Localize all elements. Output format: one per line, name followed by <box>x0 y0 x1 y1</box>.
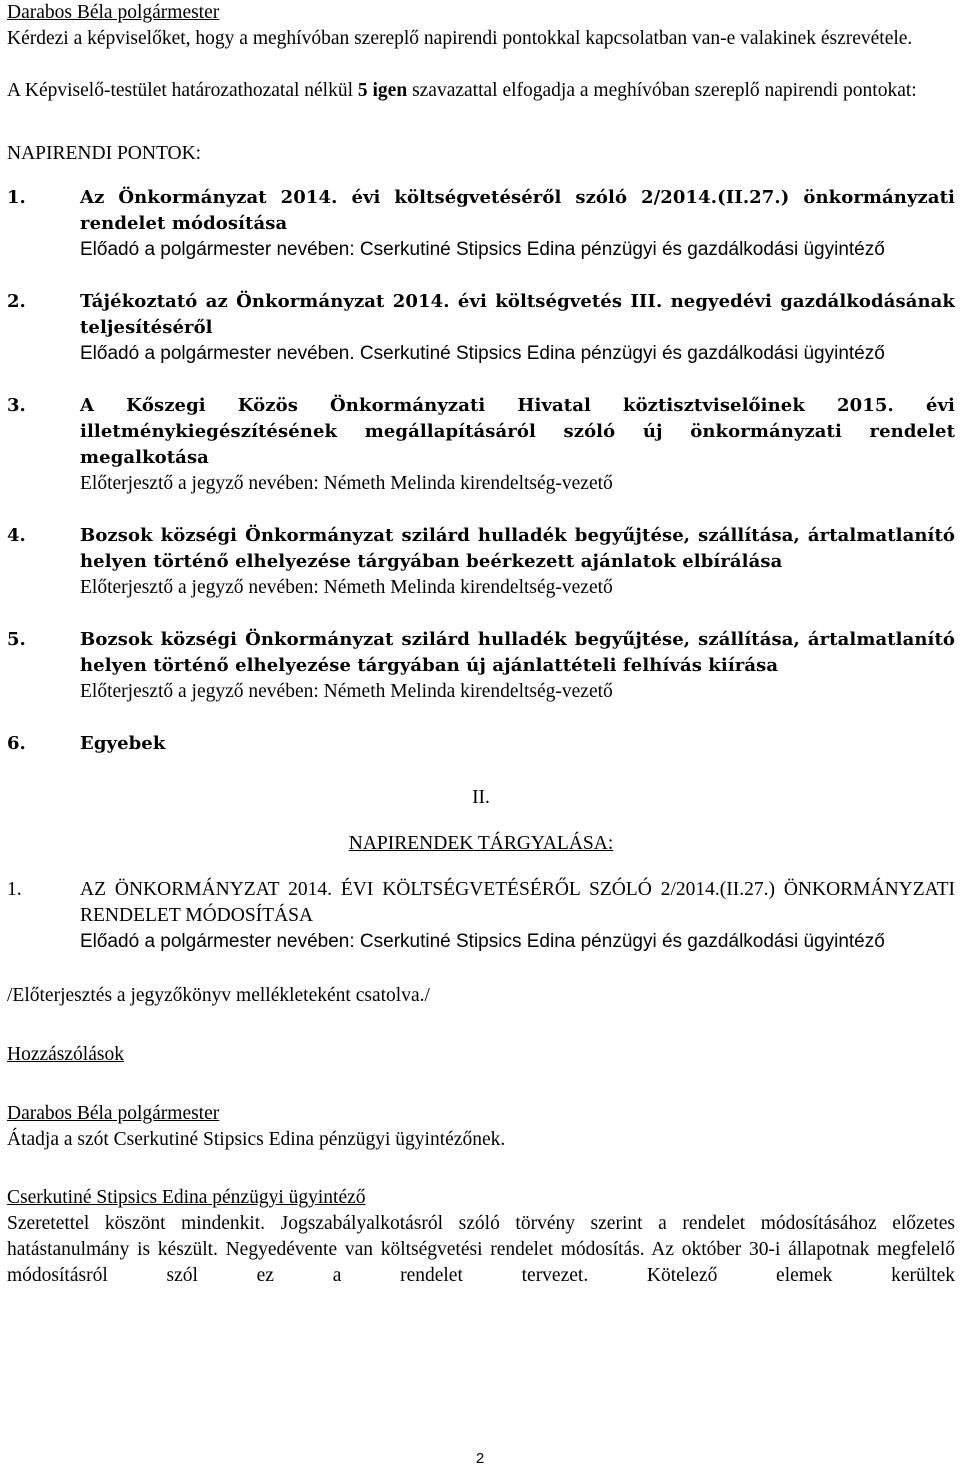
agenda-item-3 <box>7 393 955 497</box>
agenda-item-number: 4. <box>7 525 26 546</box>
speech-text: Kérdezi a képviselőket, hogy a meghívóban szereplő napirendi pontokkal kapcsolatban van-e valakinek észrevétele. <box>7 28 913 49</box>
agenda-item-title: Bozsok községi Önkormányzat szilárd hulladék begyűjtése, szállítása, ártalmatlanító helyen történő elhelyezése tárgyában új ajánlattételi felhívás kiírása <box>80 629 955 676</box>
agenda-item-title: Tájékoztató az Önkormányzat 2014. évi költségvetés III. negyedévi gazdálkodásának teljesítéséről <box>80 291 955 338</box>
agenda-heading: NAPIRENDI PONTOK: <box>7 143 202 164</box>
agenda-item-number: 6. <box>7 733 26 754</box>
speech-text: Szeretettel köszönt mindenkit. Jogszabályalkotásról szóló törvény szerint a rendelet módosításához előzetes hatástanulmány is készült. Negyedévente van költségvetési rendelet módosítás. Az október 30-i állapotnak megfelelő módosításról szól ez a rendelet tervezet. Kötelező elemek kerültek <box>7 1213 955 1286</box>
vote-paragraph <box>7 78 955 104</box>
agenda-item-presenter: Előadó a polgármester nevében: Cserkutiné Stipsics Edina pénzügyi és gazdálkodási ügyintéző <box>80 239 885 260</box>
agenda-item-presenter: Előadó a polgármester nevében. Cserkutiné Stipsics Edina pénzügyi és gazdálkodási ügyintéző <box>80 343 885 364</box>
agenda-item-number: 3. <box>7 395 26 416</box>
page-number: 2 <box>475 1450 485 1467</box>
discussion-item-number: 1. <box>7 879 22 900</box>
vote-count: 5 igen <box>357 80 408 101</box>
discussion-item-1 <box>7 877 955 955</box>
agenda-item-presenter: Előterjesztő a jegyző nevében: Németh Melinda kirendeltség-vezető <box>80 577 613 598</box>
agenda-item-title: A Kőszegi Közös Önkormányzati Hivatal köztisztviselőinek 2015. évi illetménykiegészítésének megállapításáról szóló új önkormányzati rendelet megalkotása <box>80 395 955 468</box>
section-heading: NAPIRENDEK TÁRGYALÁSA: <box>348 833 614 854</box>
attachment-note: /Előterjesztés a jegyzőkönyv mellékleteként csatolva./ <box>7 985 430 1006</box>
agenda-item-5 <box>7 627 955 705</box>
agenda-item-title: Bozsok községi Önkormányzat szilárd hulladék begyűjtése, szállítása, ártalmatlanító helyen történő elhelyezése tárgyában beérkezett ajánlatok elbírálása <box>80 525 955 572</box>
agenda-item-6 <box>7 731 955 757</box>
agenda-list <box>7 185 955 757</box>
agenda-item-title: Egyebek <box>80 733 166 754</box>
comments-heading: Hozzászólások <box>7 1044 124 1065</box>
speech-text: Átadja a szót Cserkutiné Stipsics Edina pénzügyi ügyintézőnek. <box>7 1129 506 1150</box>
agenda-item-4 <box>7 523 955 601</box>
agenda-item-number: 5. <box>7 629 26 650</box>
discussion-list <box>7 877 955 955</box>
discussion-item-title: AZ ÖNKORMÁNYZAT 2014. ÉVI KÖLTSÉGVETÉSÉRŐL SZÓLÓ 2/2014.(II.27.) ÖNKORMÁNYZATI RENDELET MÓDOSÍTÁSA <box>80 879 955 926</box>
agenda-item-1 <box>7 185 955 263</box>
section-roman-numeral: II. <box>472 787 490 808</box>
vote-text-post: szavazattal elfogadja a meghívóban szereplő napirendi pontokat: <box>412 80 917 101</box>
document-page <box>7 0 955 1289</box>
speaker-name: Darabos Béla polgármester <box>7 2 220 23</box>
agenda-item-title: Az Önkormányzat 2014. évi költségvetéséről szóló 2/2014.(II.27.) önkormányzati rendelet módosítása <box>80 187 955 234</box>
agenda-item-2 <box>7 289 955 367</box>
vote-text-pre: A Képviselő-testület határozathozatal nélkül <box>7 80 354 101</box>
discussion-item-presenter: Előadó a polgármester nevében: Cserkutiné Stipsics Edina pénzügyi és gazdálkodási ügyintéző <box>80 931 885 952</box>
speaker-name: Darabos Béla polgármester <box>7 1103 220 1124</box>
agenda-item-presenter: Előterjesztő a jegyző nevében: Németh Melinda kirendeltség-vezető <box>80 681 613 702</box>
agenda-item-number: 2. <box>7 291 26 312</box>
speaker-name: Cserkutiné Stipsics Edina pénzügyi ügyintéző <box>7 1187 366 1208</box>
agenda-item-presenter: Előterjesztő a jegyző nevében: Németh Melinda kirendeltség-vezető <box>80 473 613 494</box>
agenda-item-number: 1. <box>7 187 26 208</box>
